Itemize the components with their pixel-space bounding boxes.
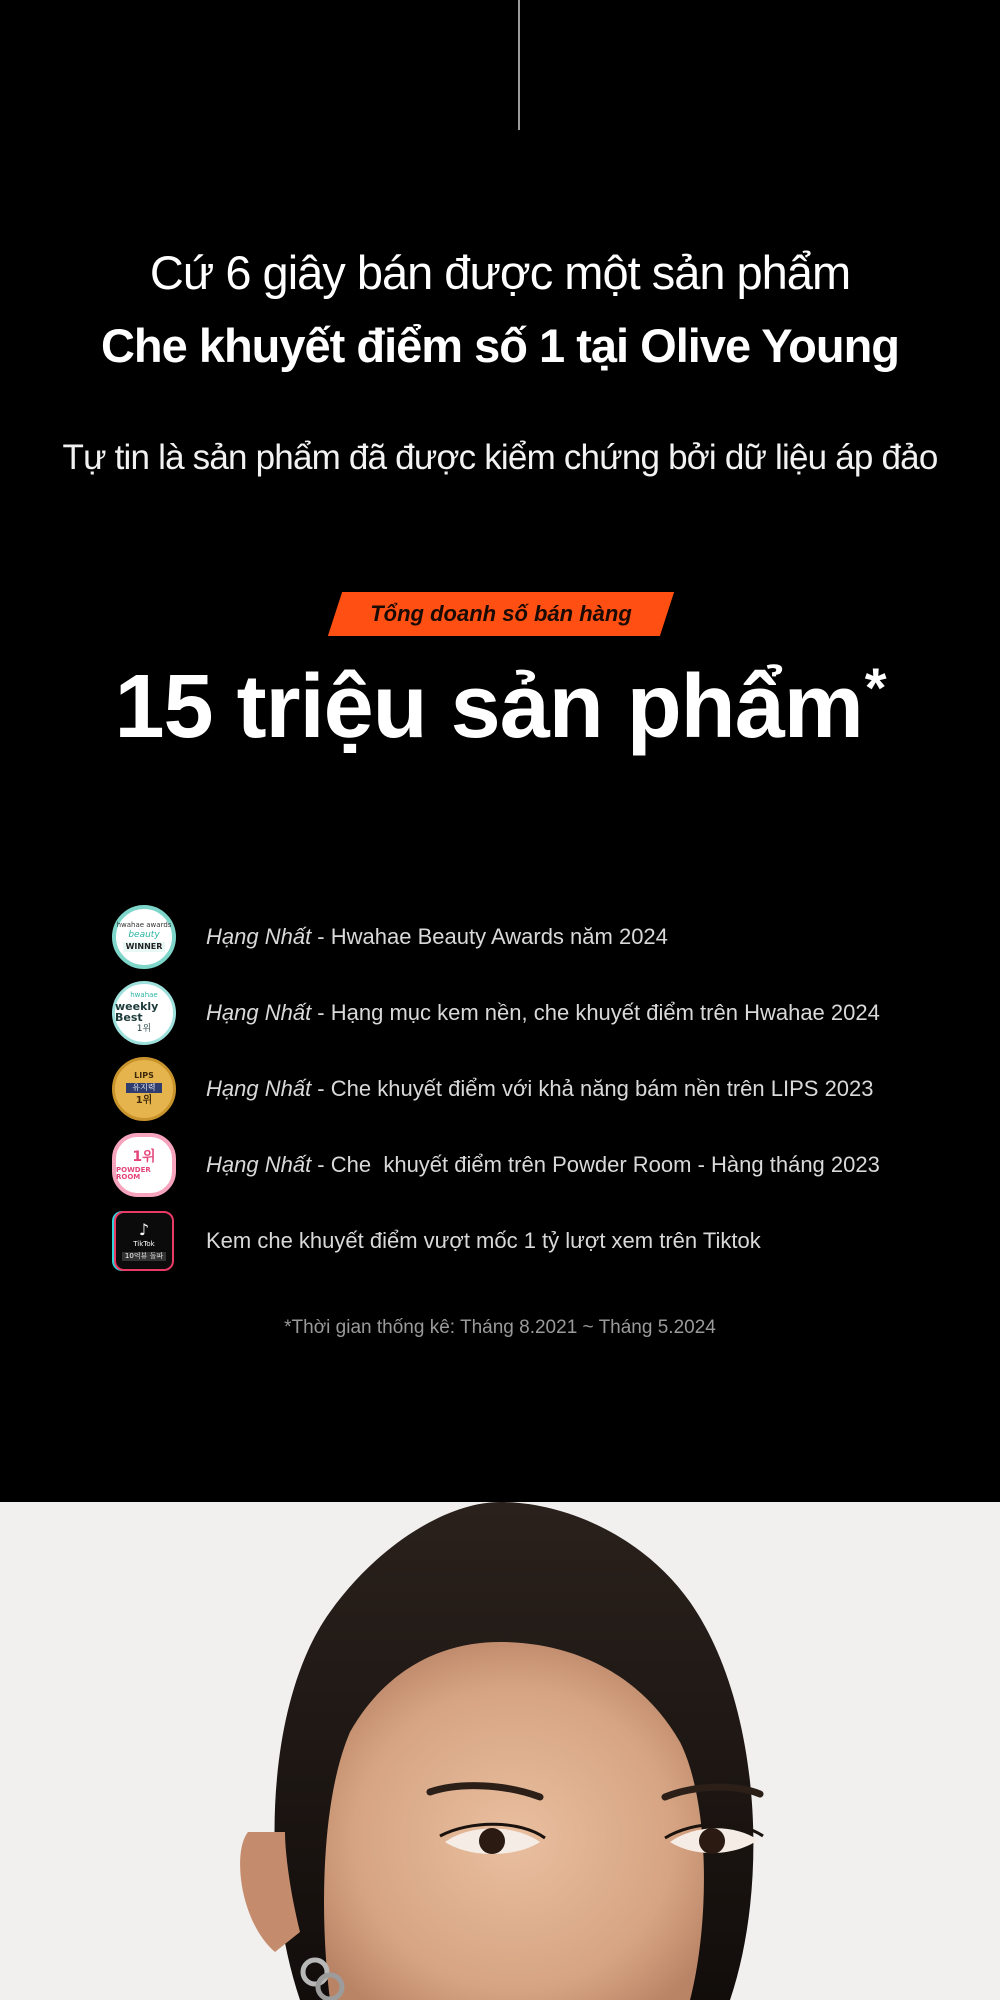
tiktok-note-icon: ♪ — [138, 1219, 150, 1239]
subheadline: Tự tin là sản phẩm đã được kiểm chứng bởi dữ liệu áp đảo — [62, 438, 938, 477]
model-photo — [0, 1502, 1000, 2000]
badge-text: hwahae — [130, 991, 158, 999]
award-description — [206, 1209, 761, 1273]
headline-light: Cứ 6 giây bán được một sản phẩm — [149, 246, 851, 299]
award-separator: - — [311, 1076, 331, 1101]
award-text: Kem che khuyết điểm vượt mốc 1 tỷ lượt xem trên Tiktok — [206, 1228, 761, 1253]
badge-text: 유지력 — [126, 1083, 161, 1093]
sales-tag-label: Tổng doanh số bán hàng — [370, 601, 632, 626]
award-rank: Hạng Nhất — [206, 1076, 312, 1101]
award-description — [206, 1057, 874, 1121]
headline-bold: Che khuyết điểm số 1 tại Olive Young — [100, 319, 900, 372]
award-item — [110, 1057, 930, 1121]
award-rank: Hạng Nhất — [206, 1000, 312, 1025]
sales-total — [0, 655, 1000, 759]
award-text: Hwahae Beauty Awards năm 2024 — [330, 924, 668, 949]
powder-room-badge-icon — [110, 1133, 178, 1197]
vertical-divider — [518, 0, 520, 130]
model-portrait-image — [0, 1502, 1000, 2000]
badge-text: weekly Best — [115, 1000, 159, 1024]
badge-text: 1위 — [135, 1095, 153, 1106]
award-rank: Hạng Nhất — [206, 924, 312, 949]
badge-text: hwahae awards — [116, 921, 172, 929]
award-separator: - — [311, 924, 331, 949]
award-item — [110, 981, 930, 1045]
sales-total-value: 15 triệu sản phẩm — [114, 657, 863, 757]
award-description — [206, 1133, 880, 1197]
badge-text: beauty — [128, 930, 160, 940]
award-text: Che khuyết điểm trên Powder Room - Hàng tháng 2023 — [330, 1152, 880, 1177]
badge-text: POWDER ROOM — [116, 1165, 151, 1181]
award-text: Che khuyết điểm với khả năng bám nền trên LIPS 2023 — [330, 1076, 874, 1101]
badge-text: WINNER — [123, 942, 166, 952]
badge-text: 1위 — [132, 1148, 156, 1165]
award-item — [110, 1209, 930, 1273]
award-item — [110, 905, 930, 969]
hwahae-awards-winner-badge-icon — [110, 905, 178, 969]
badge-text: 10억뷰 돌파 — [122, 1252, 166, 1261]
award-separator: - — [311, 1152, 331, 1177]
sales-tag — [335, 592, 667, 636]
statistics-footnote: *Thời gian thống kê: Tháng 8.2021 ~ Tháng 5.2024 — [284, 1317, 716, 1338]
badge-text: TikTok — [133, 1239, 155, 1248]
hwahae-weekly-best-badge-icon — [110, 981, 178, 1045]
award-text: Hạng mục kem nền, che khuyết điểm trên Hwahae 2024 — [330, 1000, 880, 1025]
lips-ranking-badge-icon — [110, 1057, 178, 1121]
award-rank: Hạng Nhất — [206, 1152, 312, 1177]
award-separator: - — [311, 1000, 331, 1025]
badge-text: 1위 — [136, 1024, 152, 1034]
award-item — [110, 1133, 930, 1197]
sales-total-asterisk: * — [864, 656, 886, 719]
badge-text: LIPS — [134, 1071, 154, 1080]
tiktok-badge-icon — [110, 1209, 178, 1273]
award-description — [206, 905, 668, 969]
award-description — [206, 981, 880, 1045]
